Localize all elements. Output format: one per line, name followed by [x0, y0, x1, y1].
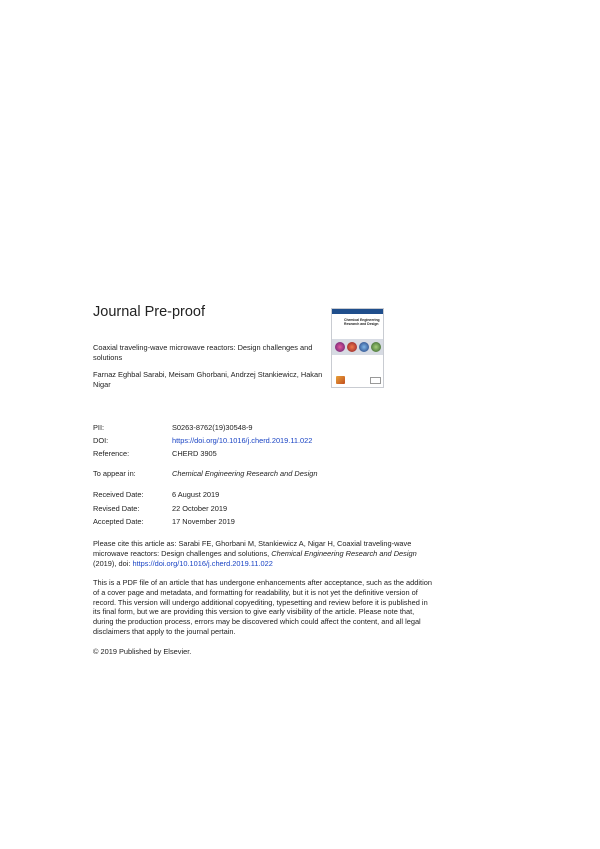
cover-journal-name: Chemical Engineering Research and Design: [344, 318, 380, 326]
cover-image-2: [347, 342, 357, 352]
journal-pre-proof-heading: Journal Pre-proof: [93, 304, 206, 320]
copyright-notice: © 2019 Published by Elsevier.: [93, 647, 192, 656]
appear-in-label: To appear in:: [93, 469, 136, 478]
pii-value: S0263-8762(19)30548-9: [172, 423, 253, 432]
pre-proof-notice: This is a PDF file of an article that has undergone enhancements after acceptance, such as the addition of a cover page and metadata, and formatting for readability, but it is not yet the definitive version of record. This version will undergo additional copyediting, typesetting and review before it is published in its final form, but we are providing this version to give early visibility of the article. Please note that, during the production process, errors may be discovered which could affect the content, and all legal disclaimers that apply to the journal pertain.: [93, 578, 432, 636]
cover-header-band: [332, 309, 383, 314]
cover-image-3: [359, 342, 369, 352]
accepted-date-value: 17 November 2019: [172, 517, 235, 526]
citation-journal: Chemical Engineering Research and Design: [271, 548, 417, 558]
elsevier-logo-icon: [336, 376, 345, 384]
article-title: Coaxial traveling-wave microwave reactors: Design challenges and solutions: [93, 343, 313, 362]
citation-paragraph: [93, 539, 435, 568]
article-authors: Farnaz Eghbal Sarabi, Meisam Ghorbani, Andrzej Stankiewicz, Hakan Nigar: [93, 370, 323, 389]
cover-image-4: [371, 342, 381, 352]
citation-doi-link[interactable]: https://doi.org/10.1016/j.cherd.2019.11.022: [132, 558, 273, 568]
cover-image-1: [335, 342, 345, 352]
appear-in-journal: Chemical Engineering Research and Design: [172, 469, 318, 478]
received-date-value: 6 August 2019: [172, 490, 220, 499]
icheme-logo-icon: [370, 377, 381, 384]
reference-label: Reference:: [93, 449, 130, 458]
journal-cover-thumbnail: [331, 308, 384, 388]
citation-prefix: Please cite this article as: Sarabi FE, Ghorbani M, Stankiewicz A, Nigar H, Coaxial traveling-wave microwave reactors: Design challenges and solutions,: [93, 539, 412, 558]
doi-label: DOI:: [93, 436, 109, 445]
pii-label: PII:: [93, 423, 105, 432]
reference-value: CHERD 3905: [172, 449, 217, 458]
revised-date-value: 22 October 2019: [172, 504, 228, 513]
doi-link[interactable]: https://doi.org/10.1016/j.cherd.2019.11.022: [172, 436, 313, 445]
revised-date-label: Revised Date:: [93, 504, 140, 513]
citation-year: (2019), doi:: [93, 558, 133, 568]
received-date-label: Received Date:: [93, 490, 144, 499]
accepted-date-label: Accepted Date:: [93, 517, 144, 526]
